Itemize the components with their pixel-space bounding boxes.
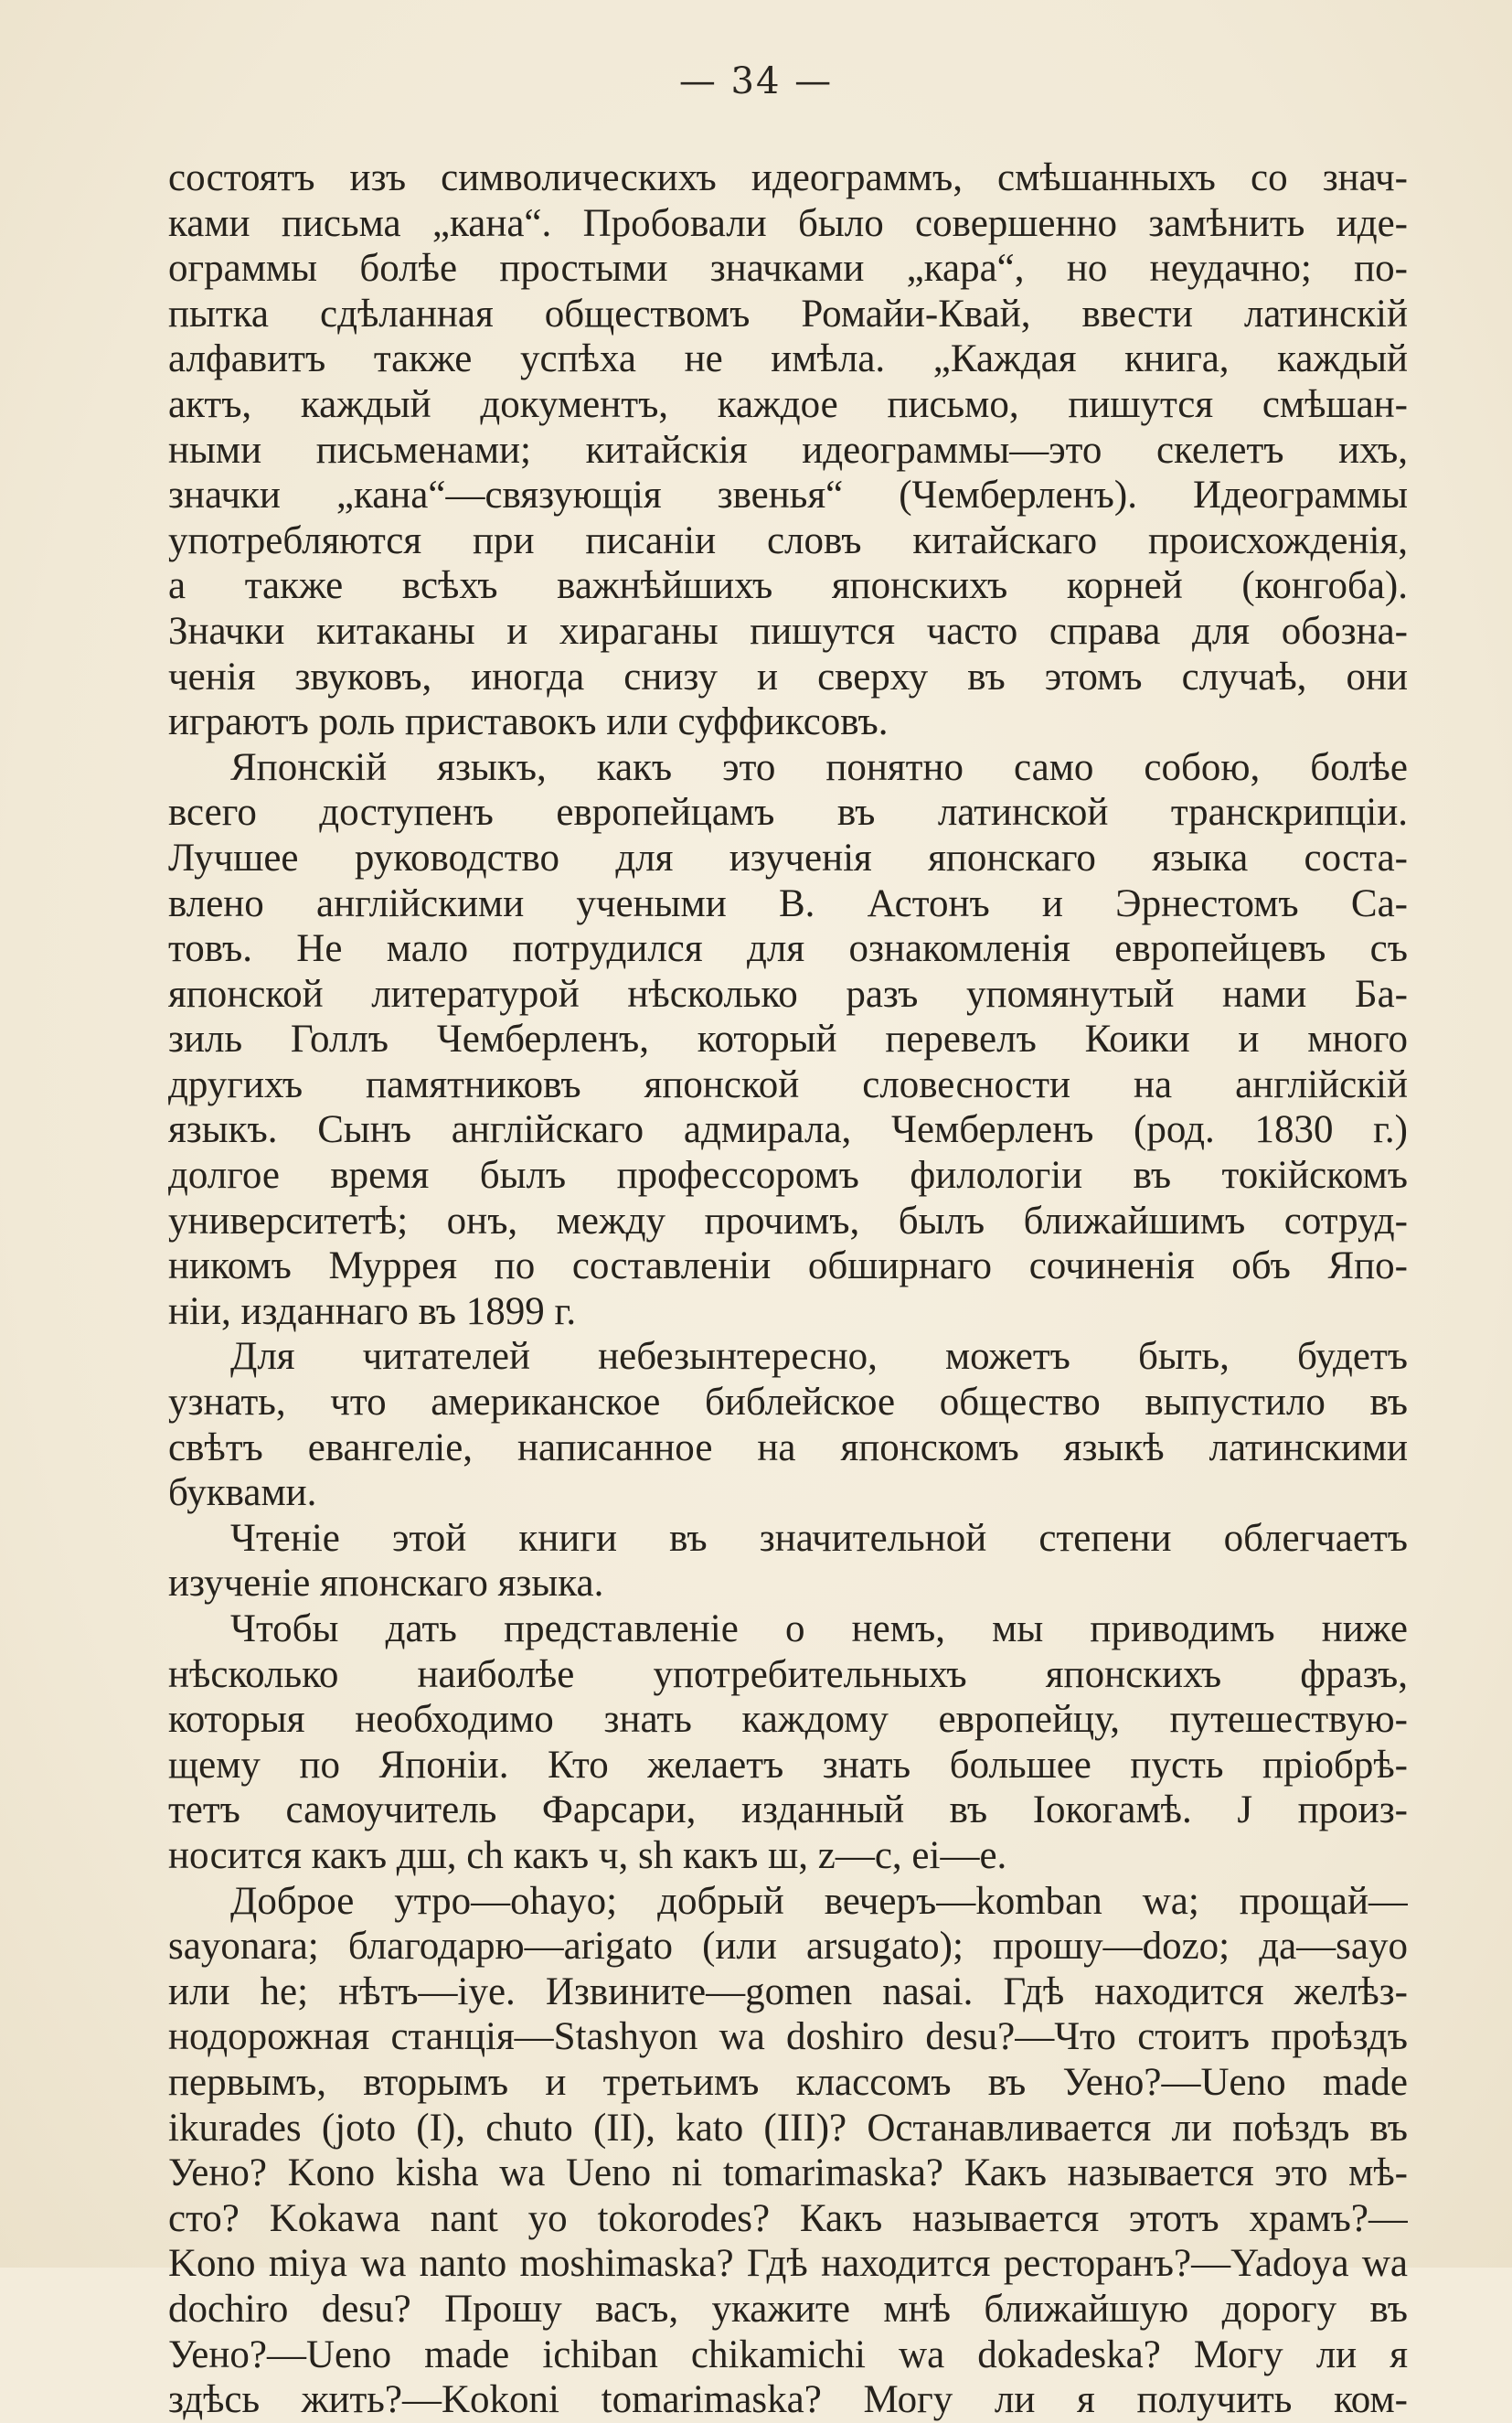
text-line: никомъ Муррея по составленіи обширнаго сочиненія объ Япо-: [168, 1244, 1408, 1288]
body-text: [168, 155, 1408, 2423]
text-line: dochiro desu? Прошу васъ, укажите мнѣ ближайшую дорогу въ: [168, 2287, 1408, 2331]
text-line: или he; нѣтъ—iye. Извините—gomen nasai. Гдѣ находится желѣз-: [168, 1969, 1408, 2013]
text-line: нодорожная станція—Stashyon wa doshiro desu?—Что стоитъ проѣздъ: [168, 2015, 1408, 2059]
text-line: буквами.: [168, 1471, 317, 1515]
text-line: влено англійскими учеными В. Астонъ и Эрнестомъ Са-: [168, 881, 1408, 925]
text-line: Kono miya wa nanto moshimaska? Гдѣ находится ресторанъ?—Yadoya wa: [168, 2242, 1408, 2286]
text-line: первымъ, вторымъ и третьимъ классомъ въ Уено?—Ueno made: [168, 2060, 1408, 2104]
text-line: долгое время былъ профессоромъ филологіи въ токійскомъ: [168, 1154, 1408, 1198]
text-line: узнать, что американское библейское общество выпустило въ: [168, 1381, 1408, 1425]
text-line: Японскій языкъ, какъ это понятно само собою, болѣе: [230, 745, 1408, 789]
text-line: актъ, каждый документъ, каждое письмо, пишутся смѣшан-: [168, 382, 1408, 426]
text-line: ограммы болѣе простыми значками „кара“, но неудачно; по-: [168, 247, 1408, 291]
text-line: которыя необходимо знать каждому европейцу, путешествую-: [168, 1698, 1408, 1742]
text-line: Для читателей небезынтересно, можетъ быть, будетъ: [230, 1335, 1408, 1379]
text-line: Лучшее руководство для изученія японскаго языка соста-: [168, 836, 1408, 880]
text-line: ками письма „кана“. Пробовали было совершенно замѣнить иде-: [168, 201, 1408, 245]
text-line: ченія звуковъ, иногда снизу и сверху въ этомъ случаѣ, они: [168, 655, 1408, 699]
text-line: Чтобы дать представленіе о немъ, мы приводимъ ниже: [230, 1607, 1408, 1650]
text-line: значки „кана“—связующія звенья“ (Чемберленъ). Идеограммы: [168, 474, 1408, 518]
text-line: носится какъ дш, ch какъ ч, sh какъ ш, z—c, ei—e.: [168, 1833, 1007, 1877]
text-line: Доброе утро—ohayo; добрый вечеръ—komban wa; прощай—: [230, 1879, 1408, 1923]
text-line: другихъ памятниковъ японской словесности на англійскій: [168, 1062, 1408, 1106]
text-line: Уено? Kono kisha wa Ueno ni tomarimaska? Какъ называется это мѣ-: [168, 2151, 1408, 2195]
text-line: японской литературой нѣсколько разъ упомянутый нами Ба-: [168, 972, 1408, 1016]
text-line: нѣсколько наиболѣе употребительныхъ японскихъ фразъ,: [168, 1652, 1408, 1696]
text-line: изученіе японскаго языка.: [168, 1562, 604, 1606]
text-line: зиль Голлъ Чемберленъ, который перевелъ Коики и много: [168, 1018, 1408, 1062]
text-line: ніи, изданнаго въ 1899 г.: [168, 1289, 577, 1333]
text-line: тетъ самоучитель Фарсари, изданный въ Іокогамѣ. J произ-: [168, 1788, 1408, 1832]
text-line: алфавитъ также успѣха не имѣла. „Каждая книга, каждый: [168, 337, 1408, 381]
text-line: sayonara; благодарю—arigato (или arsugato); прошу—dozo; да—sayo: [168, 1925, 1408, 1969]
text-line: товъ. Не мало потрудился для ознакомленія европейцевъ съ: [168, 927, 1408, 971]
text-line: университетѣ; онъ, между прочимъ, былъ ближайшимъ сотруд-: [168, 1199, 1408, 1243]
text-line: Значки китаканы и хираганы пишутся часто справа для обозна-: [168, 609, 1408, 653]
text-line: ikurades (joto (I), chuto (II), kato (III)? Останавливается ли поѣздъ въ: [168, 2106, 1408, 2150]
text-line: сто? Kokawa nant yo tokorodes? Какъ называется этотъ храмъ?—: [168, 2196, 1408, 2240]
text-line: здѣсь жить?—Kokoni tomarimaska? Могу ли я получить ком-: [168, 2378, 1408, 2422]
text-line: а также всѣхъ важнѣйшихъ японскихъ корней (конгоба).: [168, 564, 1408, 608]
text-line: Чтеніе этой книги въ значительной степени облегчаетъ: [230, 1516, 1408, 1560]
text-line: играютъ роль приставокъ или суффиксовъ.: [168, 700, 889, 744]
text-line: Уено?—Ueno made ichiban chikamichi wa dokadeska? Могу ли я: [168, 2332, 1408, 2376]
text-line: употребляются при писаніи словъ китайскаго происхожденія,: [168, 518, 1408, 562]
text-line: свѣтъ евангеліе, написанное на японскомъ языкѣ латинскими: [168, 1425, 1408, 1469]
text-line: языкъ. Сынъ англійскаго адмирала, Чемберленъ (род. 1830 г.): [168, 1108, 1408, 1152]
page-number: — 34 —: [678, 60, 834, 102]
text-line: состоятъ изъ символическихъ идеограммъ, смѣшанныхъ со знач-: [168, 156, 1408, 199]
text-line: пытка сдѣланная обществомъ Ромайи-Квай, ввести латинскій: [168, 292, 1408, 336]
text-line: всего доступенъ европейцамъ въ латинской транскрипціи.: [168, 791, 1408, 835]
text-line: щему по Японіи. Кто желаетъ знать большее пусть пріобрѣ-: [168, 1743, 1408, 1787]
text-line: ными письменами; китайскія идеограммы—это скелетъ ихъ,: [168, 428, 1408, 472]
